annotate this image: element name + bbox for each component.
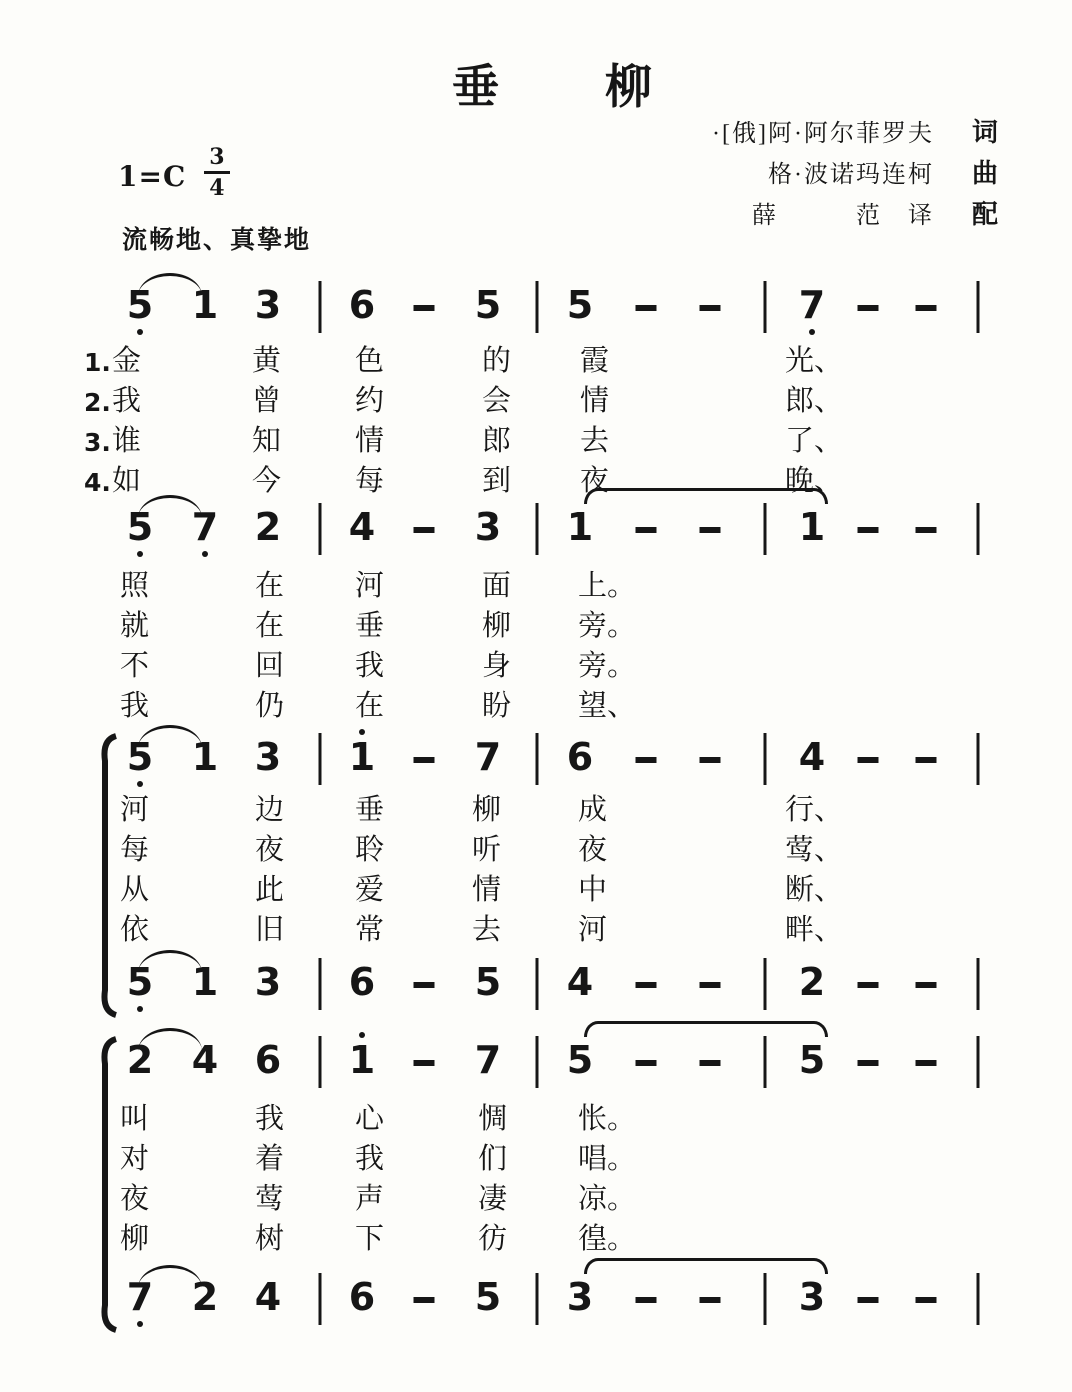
lyric-syllable: 河 xyxy=(355,570,385,602)
lyric-syllable: 唱。 xyxy=(578,1143,637,1175)
lyric-syllable: 去 xyxy=(580,425,610,457)
lyric-syllable: 光、 xyxy=(785,345,844,377)
note: 1 xyxy=(348,1038,376,1082)
lyric-syllable: 我 xyxy=(355,650,385,682)
octave-dot-above xyxy=(359,1032,365,1038)
lyric-syllable: 黄 xyxy=(252,345,282,377)
duration-dash xyxy=(858,757,879,763)
note: 2 xyxy=(191,1275,219,1319)
note: 3 xyxy=(566,1275,594,1319)
lyric-syllable: 常 xyxy=(355,914,385,946)
key-signature xyxy=(118,144,230,203)
octave-dot-above xyxy=(359,729,365,735)
lyric-syllable: 每 xyxy=(355,465,385,497)
note: 5 xyxy=(566,1038,594,1082)
barline xyxy=(764,958,767,1010)
note: 1 xyxy=(566,505,594,549)
octave-dot-below xyxy=(137,781,143,787)
credit-row-translator xyxy=(578,194,998,227)
lyric-syllable: 柳 xyxy=(472,794,502,826)
lyric-syllable: 断、 xyxy=(785,874,844,906)
lyric-syllable: 此 xyxy=(255,874,285,906)
note: 7 xyxy=(191,505,219,549)
song-title: 垂 柳 xyxy=(452,62,656,114)
note: 7 xyxy=(474,1038,502,1082)
tempo-marking: 流畅地、真挚地 xyxy=(122,226,312,254)
lyric-syllable: 我 xyxy=(255,1103,285,1135)
verse-number: 2. xyxy=(84,388,111,417)
lyric-syllable: 着 xyxy=(255,1143,285,1175)
barline xyxy=(764,1273,767,1325)
lyric-syllable: 上。 xyxy=(578,570,637,602)
note: 5 xyxy=(474,283,502,327)
barline xyxy=(977,1273,980,1325)
note: 4 xyxy=(348,505,376,549)
note: 2 xyxy=(798,960,826,1004)
lyric-syllable: 仍 xyxy=(255,690,285,722)
duration-dash xyxy=(858,527,879,533)
lyric-syllable: 情 xyxy=(580,385,610,417)
lyric-syllable: 旁。 xyxy=(578,610,637,642)
octave-dot-below xyxy=(137,551,143,557)
lyric-syllable: 望、 xyxy=(578,690,637,722)
tie-arc xyxy=(584,488,828,504)
lyric-syllable: 对 xyxy=(120,1143,150,1175)
lyric-syllable: 到 xyxy=(482,465,512,497)
duration-dash xyxy=(636,757,657,763)
note: 6 xyxy=(348,283,376,327)
lyric-syllable: 夜 xyxy=(580,465,610,497)
lyric-syllable: 每 xyxy=(120,834,150,866)
duration-dash xyxy=(414,757,435,763)
time-signature xyxy=(204,146,229,199)
barline xyxy=(536,503,539,555)
credit-row-composer xyxy=(578,153,998,186)
lyric-syllable: 情 xyxy=(355,425,385,457)
barline xyxy=(536,958,539,1010)
duration-dash xyxy=(636,527,657,533)
lyricist-name: ·[俄]阿·阿尔菲罗夫 xyxy=(712,121,934,147)
duration-dash xyxy=(414,1060,435,1066)
lyric-syllable: 约 xyxy=(355,385,385,417)
note: 1 xyxy=(191,960,219,1004)
duration-dash xyxy=(858,1297,879,1303)
lyric-syllable: 今 xyxy=(252,465,282,497)
note: 4 xyxy=(191,1038,219,1082)
lyric-syllable: 郎 xyxy=(482,425,512,457)
note: 5 xyxy=(474,960,502,1004)
lyric-syllable: 依 xyxy=(120,914,150,946)
lyric-syllable: 了、 xyxy=(785,425,844,457)
barline xyxy=(536,281,539,333)
lyric-syllable: 声 xyxy=(355,1183,385,1215)
lyric-syllable: 如 xyxy=(112,465,142,497)
lyric-syllable: 在 xyxy=(355,690,385,722)
time-sig-denominator: 4 xyxy=(209,175,225,201)
note: 7 xyxy=(474,735,502,779)
lyric-syllable: 畔、 xyxy=(785,914,844,946)
note: 5 xyxy=(126,283,154,327)
lyric-syllable: 凄 xyxy=(478,1183,508,1215)
note: 1 xyxy=(191,735,219,779)
lyric-syllable: 夜 xyxy=(255,834,285,866)
lyric-syllable: 心 xyxy=(355,1103,385,1135)
lyricist-role-label: 词 xyxy=(971,117,998,147)
note: 5 xyxy=(474,1275,502,1319)
lyric-syllable: 垂 xyxy=(355,794,385,826)
barline xyxy=(319,1036,322,1088)
lyric-syllable: 面 xyxy=(482,570,512,602)
note: 5 xyxy=(126,960,154,1004)
duration-dash xyxy=(700,982,721,988)
lyric-syllable: 行、 xyxy=(785,794,844,826)
octave-dot-below xyxy=(137,1321,143,1327)
barline xyxy=(977,1036,980,1088)
verse-number: 4. xyxy=(84,468,111,497)
duration-dash xyxy=(700,1297,721,1303)
duration-dash xyxy=(858,982,879,988)
duration-dash xyxy=(916,527,937,533)
duration-dash xyxy=(858,1060,879,1066)
note: 6 xyxy=(348,960,376,1004)
lyric-syllable: 色 xyxy=(355,345,385,377)
lyric-syllable: 夜 xyxy=(578,834,608,866)
tie-arc xyxy=(584,1258,828,1274)
lyric-syllable: 照 xyxy=(120,570,150,602)
duration-dash xyxy=(636,305,657,311)
note: 3 xyxy=(254,283,282,327)
lyric-syllable: 夜 xyxy=(120,1183,150,1215)
barline xyxy=(319,733,322,785)
duration-dash xyxy=(700,305,721,311)
tonic-label: 1=C xyxy=(118,160,187,193)
lyric-syllable: 们 xyxy=(478,1143,508,1175)
composer-role-label: 曲 xyxy=(971,158,998,188)
barline xyxy=(536,1273,539,1325)
octave-dot-below xyxy=(809,329,815,335)
note: 6 xyxy=(566,735,594,779)
barline xyxy=(319,958,322,1010)
duration-dash xyxy=(700,757,721,763)
lyric-syllable: 盼 xyxy=(482,690,512,722)
duration-dash xyxy=(916,1297,937,1303)
lyric-syllable: 柳 xyxy=(120,1223,150,1255)
lyric-syllable: 我 xyxy=(112,385,142,417)
note: 4 xyxy=(566,960,594,1004)
lyric-syllable: 中 xyxy=(578,874,608,906)
translator-role-label: 配 xyxy=(971,199,998,229)
barline xyxy=(536,1036,539,1088)
note: 1 xyxy=(798,505,826,549)
lyric-syllable: 彷 xyxy=(478,1223,508,1255)
lyric-syllable: 徨。 xyxy=(578,1223,637,1255)
lyric-syllable: 旧 xyxy=(255,914,285,946)
note: 3 xyxy=(254,735,282,779)
duration-dash xyxy=(916,1060,937,1066)
time-sig-numerator: 3 xyxy=(204,146,229,174)
lyric-syllable: 在 xyxy=(255,610,285,642)
lyric-syllable: 郎、 xyxy=(785,385,844,417)
lyric-syllable: 边 xyxy=(255,794,285,826)
note: 1 xyxy=(348,735,376,779)
note: 6 xyxy=(254,1038,282,1082)
barline xyxy=(764,733,767,785)
note: 5 xyxy=(126,735,154,779)
duration-dash xyxy=(916,757,937,763)
duration-dash xyxy=(636,1060,657,1066)
verse-number: 3. xyxy=(84,428,111,457)
lyric-syllable: 在 xyxy=(255,570,285,602)
lyric-syllable: 就 xyxy=(120,610,150,642)
note: 5 xyxy=(126,505,154,549)
barline xyxy=(977,281,980,333)
note: 3 xyxy=(474,505,502,549)
barline xyxy=(764,503,767,555)
barline xyxy=(319,1273,322,1325)
lyric-syllable: 金 xyxy=(112,345,142,377)
duration-dash xyxy=(414,982,435,988)
lyric-syllable: 成 xyxy=(578,794,608,826)
duration-dash xyxy=(636,1297,657,1303)
duration-dash xyxy=(858,305,879,311)
note: 5 xyxy=(566,283,594,327)
note: 7 xyxy=(126,1275,154,1319)
barline xyxy=(977,503,980,555)
lyric-syllable: 情 xyxy=(472,874,502,906)
lyric-syllable: 谁 xyxy=(112,425,142,457)
lyric-syllable: 爱 xyxy=(355,874,385,906)
lyric-syllable: 不 xyxy=(120,650,150,682)
note: 4 xyxy=(798,735,826,779)
note: 5 xyxy=(798,1038,826,1082)
duration-dash xyxy=(916,982,937,988)
barline xyxy=(319,281,322,333)
octave-dot-below xyxy=(137,329,143,335)
lyric-syllable: 知 xyxy=(252,425,282,457)
lyric-syllable: 霞 xyxy=(580,345,610,377)
lyric-syllable: 垂 xyxy=(355,610,385,642)
lyric-syllable: 河 xyxy=(120,794,150,826)
lyric-syllable: 聆 xyxy=(355,834,385,866)
lyric-syllable: 怅。 xyxy=(578,1103,637,1135)
lyric-syllable: 我 xyxy=(120,690,150,722)
barline xyxy=(536,733,539,785)
note: 6 xyxy=(348,1275,376,1319)
voice-bracket xyxy=(92,733,122,1018)
credits-block xyxy=(578,112,998,227)
verse-number: 1. xyxy=(84,348,111,377)
lyric-syllable: 听 xyxy=(472,834,502,866)
translator-name: 薛 范 译 xyxy=(752,203,934,229)
composer-name: 格·波诺玛连柯 xyxy=(768,162,934,188)
duration-dash xyxy=(916,305,937,311)
duration-dash xyxy=(700,527,721,533)
note: 4 xyxy=(254,1275,282,1319)
note: 2 xyxy=(254,505,282,549)
lyric-syllable: 树 xyxy=(255,1223,285,1255)
lyric-syllable: 柳 xyxy=(482,610,512,642)
lyric-syllable: 旁。 xyxy=(578,650,637,682)
duration-dash xyxy=(414,527,435,533)
lyric-syllable: 叫 xyxy=(120,1103,150,1135)
lyric-syllable: 河 xyxy=(578,914,608,946)
duration-dash xyxy=(414,305,435,311)
voice-bracket xyxy=(92,1036,122,1333)
duration-dash xyxy=(636,982,657,988)
octave-dot-below xyxy=(137,1006,143,1012)
lyric-syllable: 凉。 xyxy=(578,1183,637,1215)
credit-row-lyricist xyxy=(578,112,998,145)
barline xyxy=(977,733,980,785)
duration-dash xyxy=(700,1060,721,1066)
duration-dash xyxy=(414,1297,435,1303)
lyric-syllable: 莺 xyxy=(255,1183,285,1215)
lyric-syllable: 曾 xyxy=(252,385,282,417)
lyric-syllable: 的 xyxy=(482,345,512,377)
lyric-syllable: 身 xyxy=(482,650,512,682)
lyric-syllable: 晚、 xyxy=(785,465,844,497)
lyric-syllable: 惆 xyxy=(478,1103,508,1135)
octave-dot-below xyxy=(202,551,208,557)
lyric-syllable: 我 xyxy=(355,1143,385,1175)
note: 1 xyxy=(191,283,219,327)
note: 3 xyxy=(254,960,282,1004)
lyric-syllable: 会 xyxy=(482,385,512,417)
barline xyxy=(977,958,980,1010)
barline xyxy=(764,281,767,333)
lyric-syllable: 从 xyxy=(120,874,150,906)
tie-arc xyxy=(584,1021,828,1037)
lyric-syllable: 去 xyxy=(472,914,502,946)
note: 2 xyxy=(126,1038,154,1082)
lyric-syllable: 下 xyxy=(355,1223,385,1255)
lyric-syllable: 莺、 xyxy=(785,834,844,866)
lyric-syllable: 回 xyxy=(255,650,285,682)
barline xyxy=(319,503,322,555)
note: 7 xyxy=(798,283,826,327)
barline xyxy=(764,1036,767,1088)
note: 3 xyxy=(798,1275,826,1319)
